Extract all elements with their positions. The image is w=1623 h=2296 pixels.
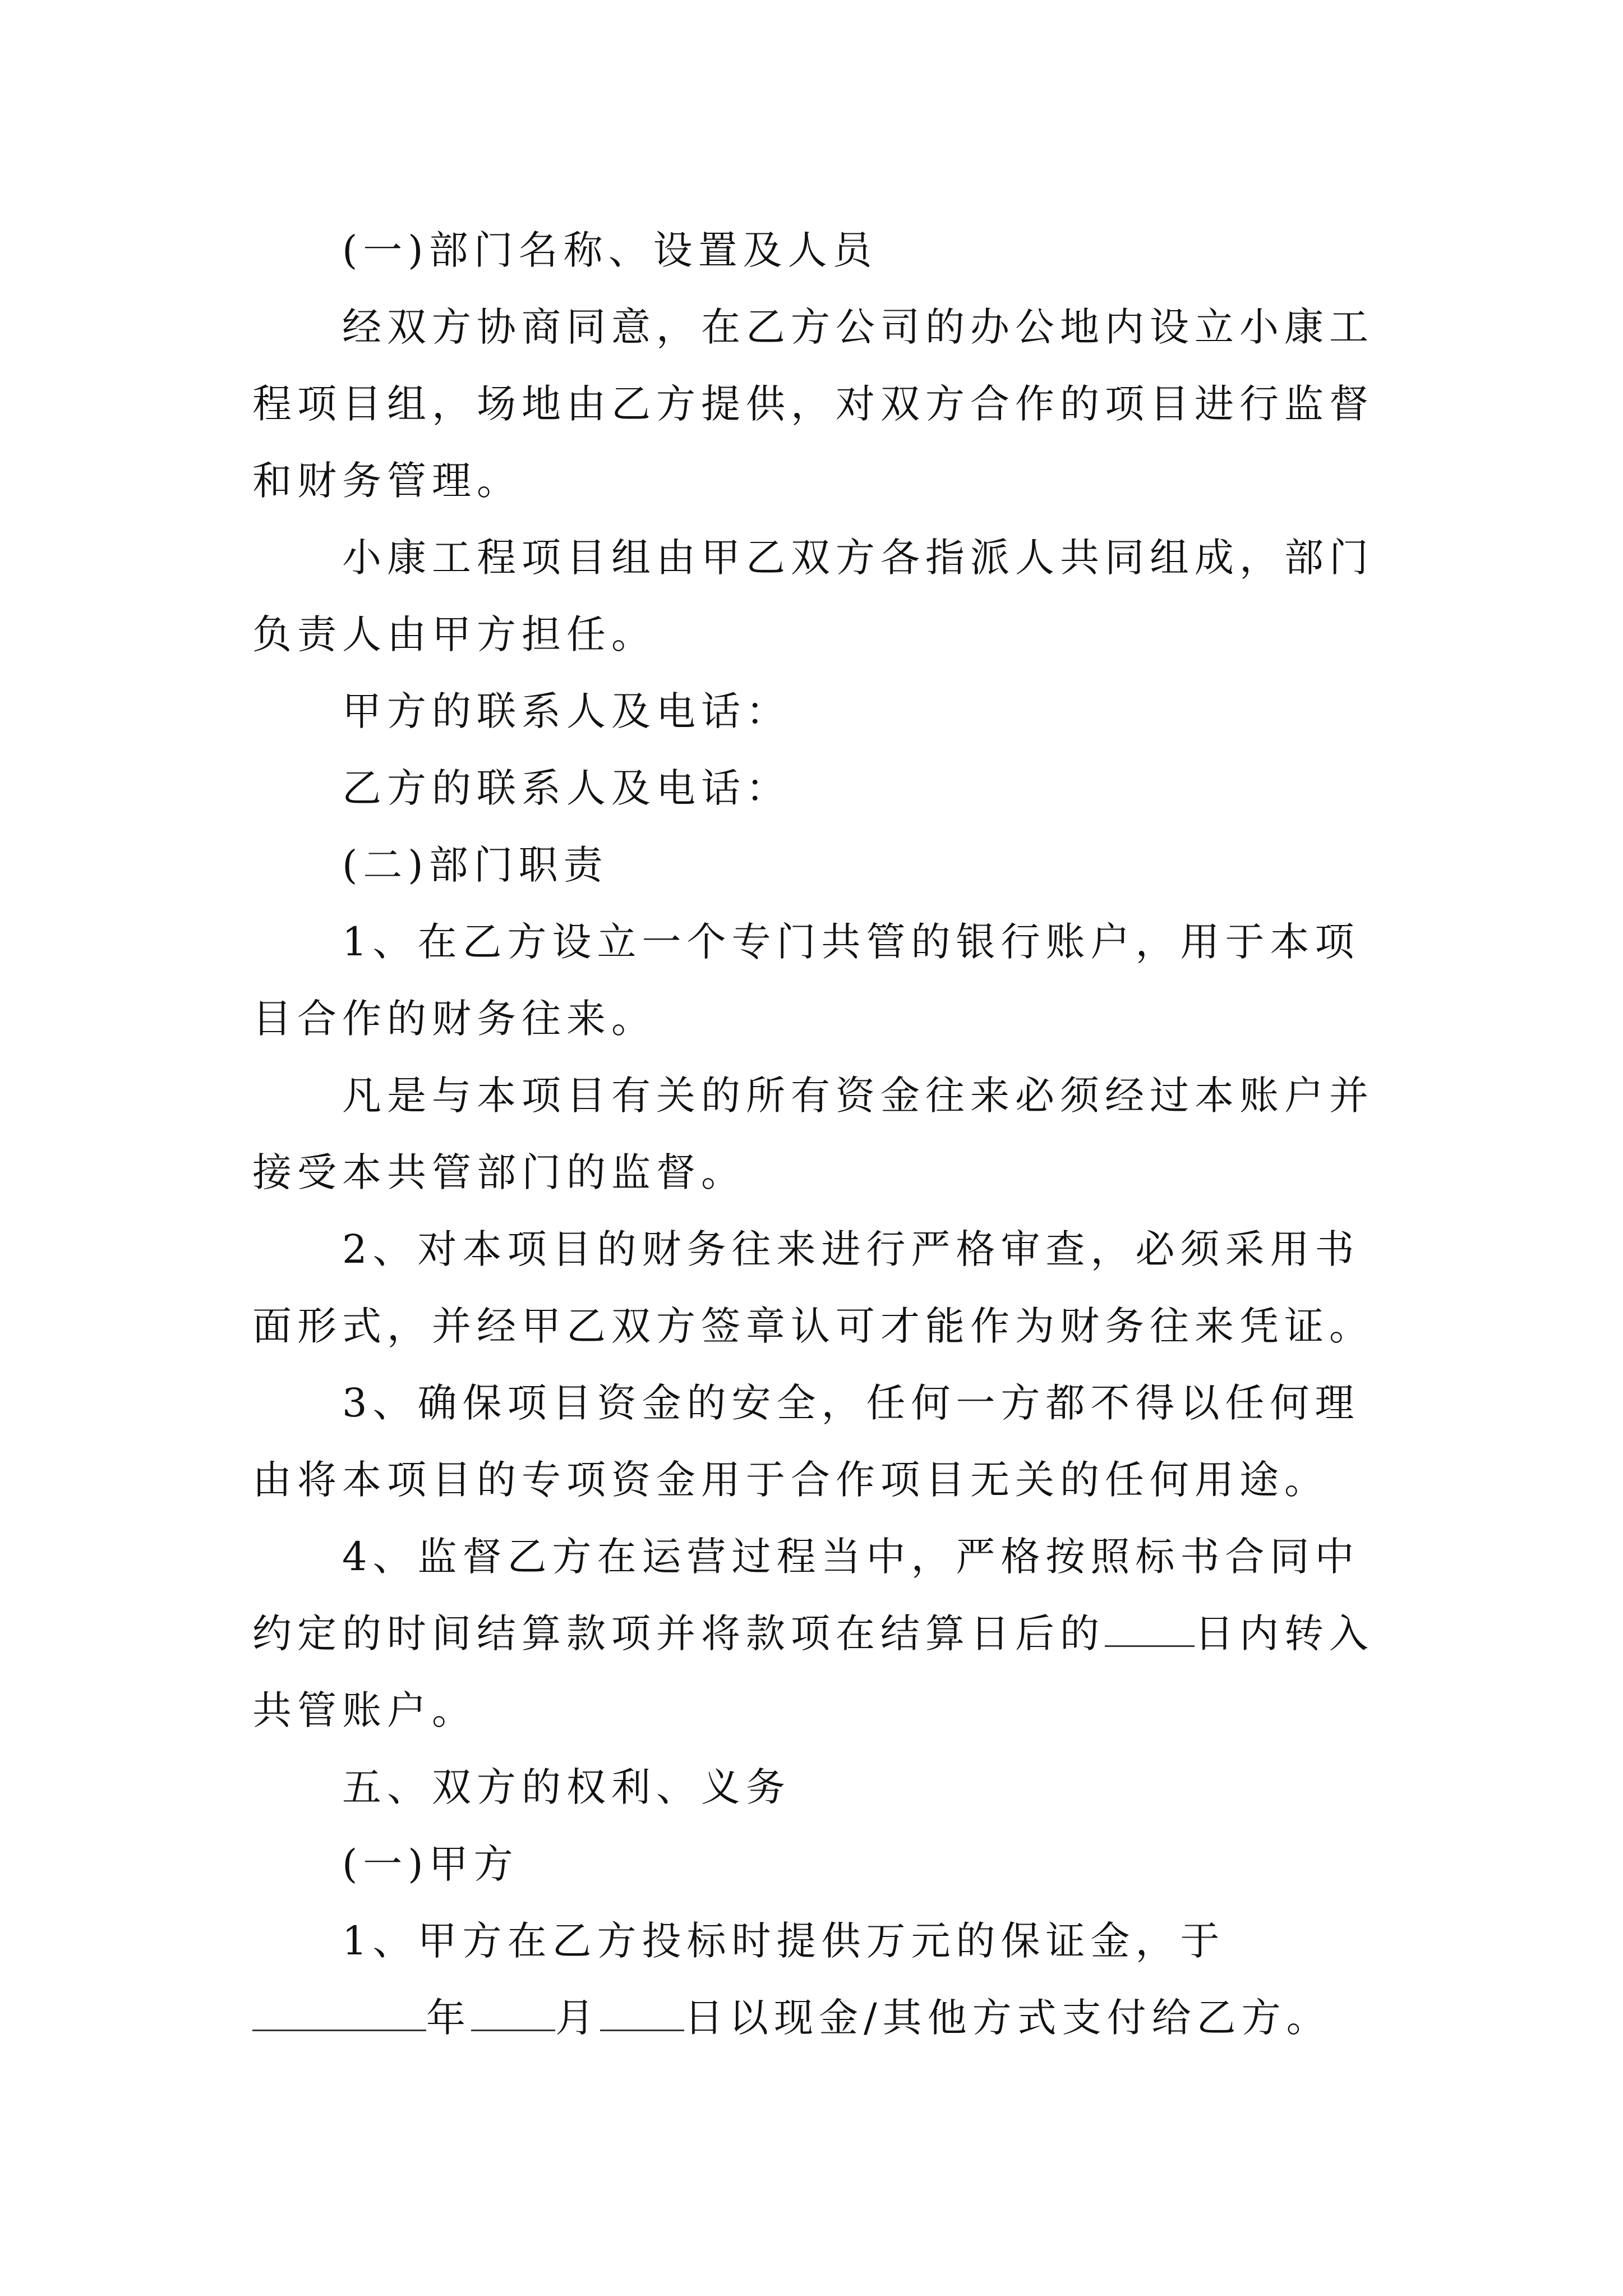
paragraph-deposit [252, 1903, 1381, 2056]
section-title-duties: (二)部门职责 [342, 842, 608, 888]
section-title-rights: 五、双方的权利、义务 [342, 1764, 791, 1810]
deposit-year-label: 年 [426, 1995, 471, 2041]
section-title-department: (一)部门名称、设置及人员 [342, 227, 878, 273]
blank-day [600, 1996, 684, 2031]
duty-4-text-b: 日内转入共管账户。 [252, 1611, 1374, 1733]
document-body [252, 212, 1381, 2056]
paragraph-setup: 经双方协商同意，在乙方公司的办公地内设立小康工程项目组，场地由乙方提供，对双方合作的项目进行监督和财务管理。 [252, 304, 1374, 504]
paragraph-members: 小康工程项目组由甲乙双方各指派人共同组成，部门负责人由甲方担任。 [252, 535, 1374, 657]
blank-days [1105, 1612, 1195, 1647]
paragraph-duty-4 [252, 1519, 1381, 1749]
deposit-month-label: 月 [555, 1995, 600, 2041]
paragraph-duty-1-supervision: 凡是与本项目有关的所有资金往来必须经过本账户并接受本共管部门的监督。 [252, 1073, 1374, 1195]
blank-month [471, 1996, 555, 2031]
deposit-day-text: 日以现金/其他方式支付给乙方。 [684, 1995, 1331, 2041]
paragraph-party-b-contact: 乙方的联系人及电话： [342, 765, 791, 811]
paragraph-duty-1: 1、在乙方设立一个专门共管的银行账户，用于本项目合作的财务往来。 [252, 919, 1360, 1042]
deposit-text-a: 1、甲方在乙方投标时提供万元的保证金，于 [342, 1918, 1225, 1964]
paragraph-party-a-contact: 甲方的联系人及电话： [342, 688, 791, 734]
section-title-party-a: (一)甲方 [342, 1841, 519, 1887]
blank-year [252, 1996, 426, 2031]
paragraph-duty-3: 3、确保项目资金的安全，任何一方都不得以任何理由将本项目的专项资金用于合作项目无关的任何用途。 [252, 1380, 1360, 1503]
paragraph-duty-2: 2、对本项目的财务往来进行严格审查，必须采用书面形式，并经甲乙双方签章认可才能作为财务往来凭证。 [252, 1226, 1374, 1349]
duty-4-text-a: 4、监督乙方在运营过程当中，严格按照标书合同中约定的时间结算款项并将款项在结算日后的 [252, 1534, 1360, 1657]
